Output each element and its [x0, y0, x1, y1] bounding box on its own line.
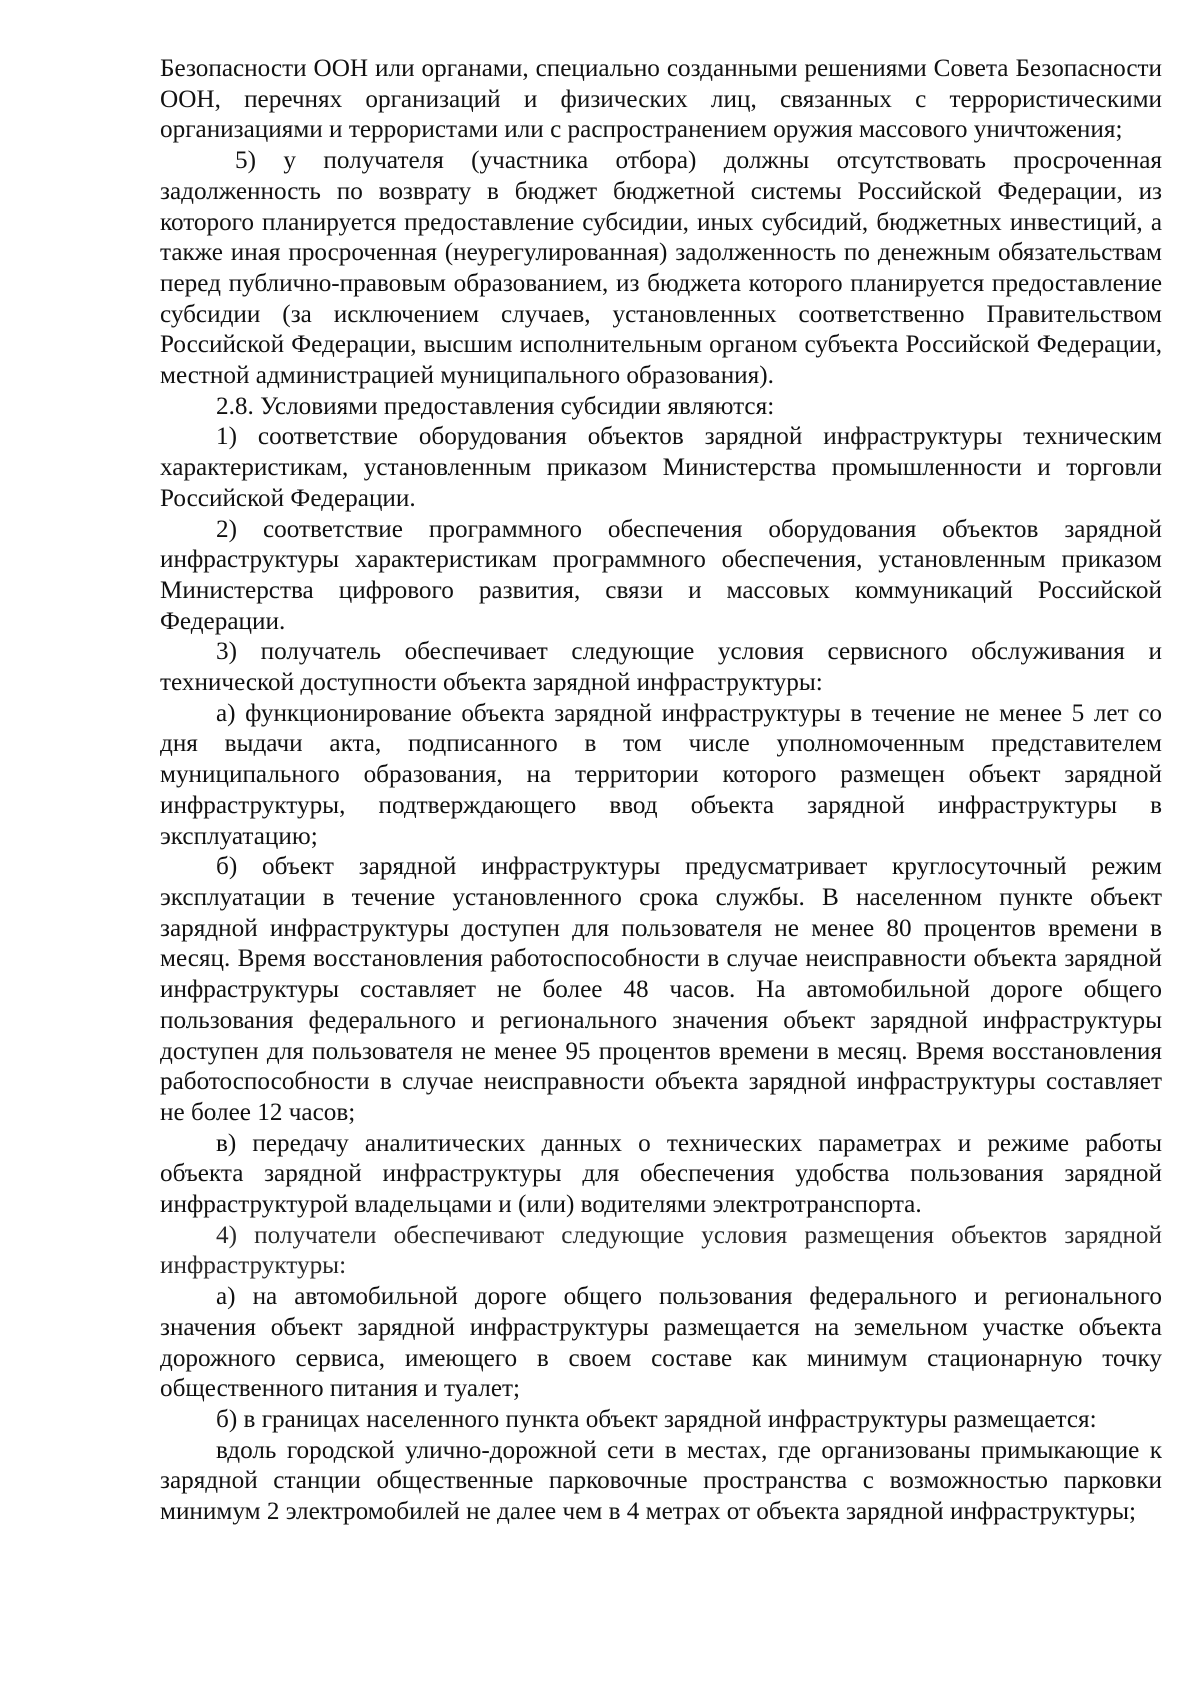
paragraph-placement-b-settlement: б) в границах населенного пункта объект зарядной инфраструктуры размещается: [216, 1405, 1097, 1433]
paragraph-subitem-a-operation: а) функционирование объекта зарядной инфраструктуры в течение не менее 5 лет со дня выдачи акта, подписанного в том числе уполномоченным представителем муниципального образования, на территории которого размещен объект зарядной инфраструктуры, подтверждающего ввод объекта зарядной инфраструктуры в эксплуатацию; [160, 699, 1162, 850]
paragraph-condition-3-service: 3) получатель обеспечивает следующие условия сервисного обслуживания и технической доступности объекта зарядной инфраструктуры: [160, 638, 1162, 697]
document-page [160, 54, 1162, 1528]
paragraph-section-2-8-heading: 2.8. Условиями предоставления субсидии являются: [216, 392, 775, 420]
paragraph-condition-2-software: 2) соответствие программного обеспечения оборудования объектов зарядной инфраструктуры характеристикам программного обеспечения, установленным приказом Министерства цифрового развития, связи и массовых коммуникаций Российской Федерации. [160, 515, 1162, 635]
paragraph-placement-a-highway: а) на автомобильной дороге общего пользования федерального и регионального значения объект зарядной инфраструктуры размещается на земельном участке объекта дорожного сервиса, имеющего в своем составе как минимум стационарную точку общественного питания и туалет; [160, 1283, 1162, 1403]
paragraph-item-5-debt: 5) у получателя (участника отбора) должны отсутствовать просроченная задолженность по возврату в бюджет бюджетной системы Российской Федерации, из которого планируется предоставление субсидии, иных субсидий, бюджетных инвестиций, а также иная просроченная (неурегулированная) задолженность по денежным обязательствам перед публично-правовым образованием, из бюджета которого планируется предоставление субсидии (за исключением случаев, установленных соответственно Правительством Российской Федерации, высшим исполнительным органом субъекта Российской Федерации, местной администрацией муниципального образования). [160, 147, 1162, 390]
paragraph-condition-1-equipment: 1) соответствие оборудования объектов зарядной инфраструктуры техническим характеристикам, установленным приказом Министерства промышленности и торговли Российской Федерации. [160, 423, 1162, 512]
paragraph-condition-4-placement: 4) получатели обеспечивают следующие условия размещения объектов зарядной инфраструктуры: [160, 1221, 1162, 1280]
paragraph-sanctions-list-end: Безопасности ООН или органами, специально созданными решениями Совета Безопасности ООН, перечнях организаций и физических лиц, связанных с террористическими организациями и террористами или с распространением оружия массового уничтожения; [160, 55, 1162, 144]
paragraph-subitem-v-analytics: в) передачу аналитических данных о технических параметрах и режиме работы объекта зарядной инфраструктуры для обеспечения удобства пользования зарядной инфраструктурой владельцами и (или) водителями электротранспорта. [160, 1129, 1162, 1219]
paragraph-placement-street-network: вдоль городской улично-дорожной сети в местах, где организованы примыкающие к зарядной станции общественные парковочные пространства с возможностью парковки минимум 2 электромобилей не далее чем в 4 метрах от объекта зарядной инфраструктуры; [160, 1436, 1162, 1526]
paragraph-subitem-b-availability: б) объект зарядной инфраструктуры предусматривает круглосуточный режим эксплуатации в течение установленного срока службы. В населенном пункте объект зарядной инфраструктуры доступен для пользователя не менее 80 процентов времени в месяц. Время восстановления работоспособности в случае неисправности объекта зарядной инфраструктуры составляет не более 48 часов. На автомобильной дороге общего пользования федерального и регионального значения объект зарядной инфраструктуры доступен для пользователя не менее 95 процентов времени в месяц. Время восстановления работоспособности в случае неисправности объекта зарядной инфраструктуры составляет не более 12 часов; [160, 853, 1162, 1126]
